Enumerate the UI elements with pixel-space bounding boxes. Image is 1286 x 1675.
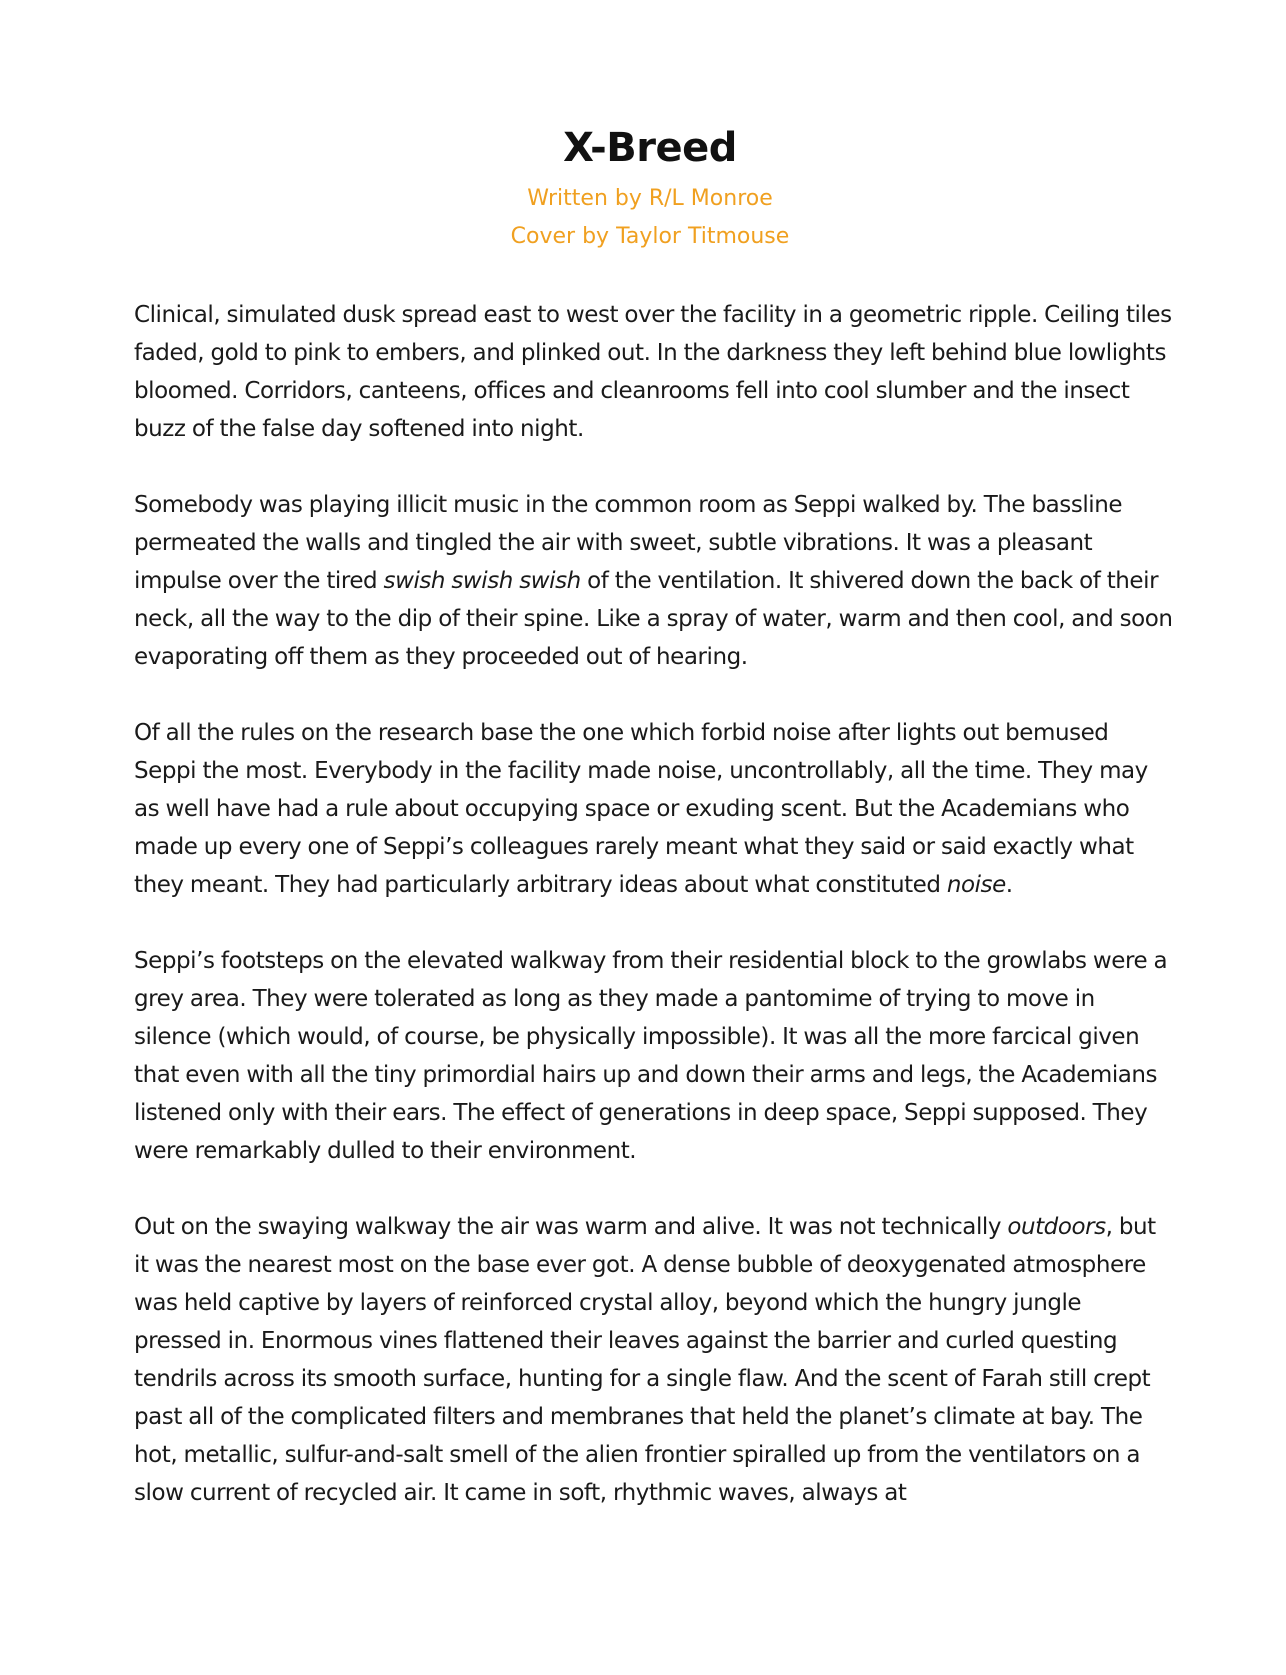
paragraph-3-text-a: Of all the rules on the research base the one which forbid noise after lights out bemused Seppi the most. Everybody in the facility made noise, uncontrollably, all the time. They may as well have had a rule about occupying space or exuding scent. But the Academians who made up every one of Seppi’s colleagues rarely meant what they said or said exactly what they meant. They had particularly arbitrary ideas about what constituted <box>134 720 1148 898</box>
paragraph-2-emphasis: swish swish swish <box>383 568 581 594</box>
paragraph-5-text-b: , but it was the nearest most on the base ever got. A dense bubble of deoxygenated atmosphere was held captive by layers of reinforced crystal alloy, beyond which the hungry jungle pressed in. Enormous vines flattened their leaves against the barrier and curled questing tendrils across its smooth surface, hunting for a single flaw. And the scent of Farah still crept past all of the complicated filters and membranes that held the planet’s climate at bay. The hot, metallic, sulfur-and-salt smell of the alien frontier spiralled up from the ventilators on a slow current of recycled air. It came in soft, rhythmic waves, always at <box>134 1214 1156 1506</box>
cover-artist-credit: Cover by Taylor Titmouse <box>510 224 790 249</box>
author-credit: Written by R/L Monroe <box>527 186 773 211</box>
story-header <box>0 118 1286 256</box>
paragraph-4: Seppi’s footsteps on the elevated walkway from their residential block to the growlabs were a grey area. They were tolerated as long as they made a pantomime of trying to move in silence (which would, of course, be physically impossible). It was all the more farcical given that even with all the tiny primordial hairs up and down their arms and legs, the Academians listened only with their ears. The effect of generations in deep space, Seppi supposed. They were remarkably dulled to their environment. <box>134 948 1168 1164</box>
paragraph-3-emphasis: noise <box>946 872 1006 898</box>
story-body <box>134 296 1174 1550</box>
paragraph-2 <box>134 486 1174 676</box>
story-title: X-Breed <box>563 125 737 171</box>
paragraph-3-text-b: . <box>1005 872 1013 898</box>
paragraph-2-text-b: of the ventilation. It shivered down the back of their neck, all the way to the dip of their spine. Like a spray of water, warm and then cool, and soon evaporating off them as they proceeded out of hearing. <box>134 568 1173 670</box>
paragraph-2-text-a: Somebody was playing illicit music in the common room as Seppi walked by. The bassline permeated the walls and tingled the air with sweet, subtle vibrations. It was a pleasant impulse over the tired <box>134 492 1123 594</box>
paragraph-1: Clinical, simulated dusk spread east to west over the facility in a geometric ripple. Ceiling tiles faded, gold to pink to embers, and plinked out. In the darkness they left behind blue lowlights bloomed. Corridors, canteens, offices and cleanrooms fell into cool slumber and the insect buzz of the false day softened into night. <box>134 302 1172 442</box>
paragraph-3 <box>134 714 1174 904</box>
paragraph-5 <box>134 1208 1174 1512</box>
paragraph-5-emphasis: outdoors <box>1007 1214 1106 1240</box>
paragraph-5-text-a: Out on the swaying walkway the air was warm and alive. It was not technically <box>134 1214 1008 1240</box>
